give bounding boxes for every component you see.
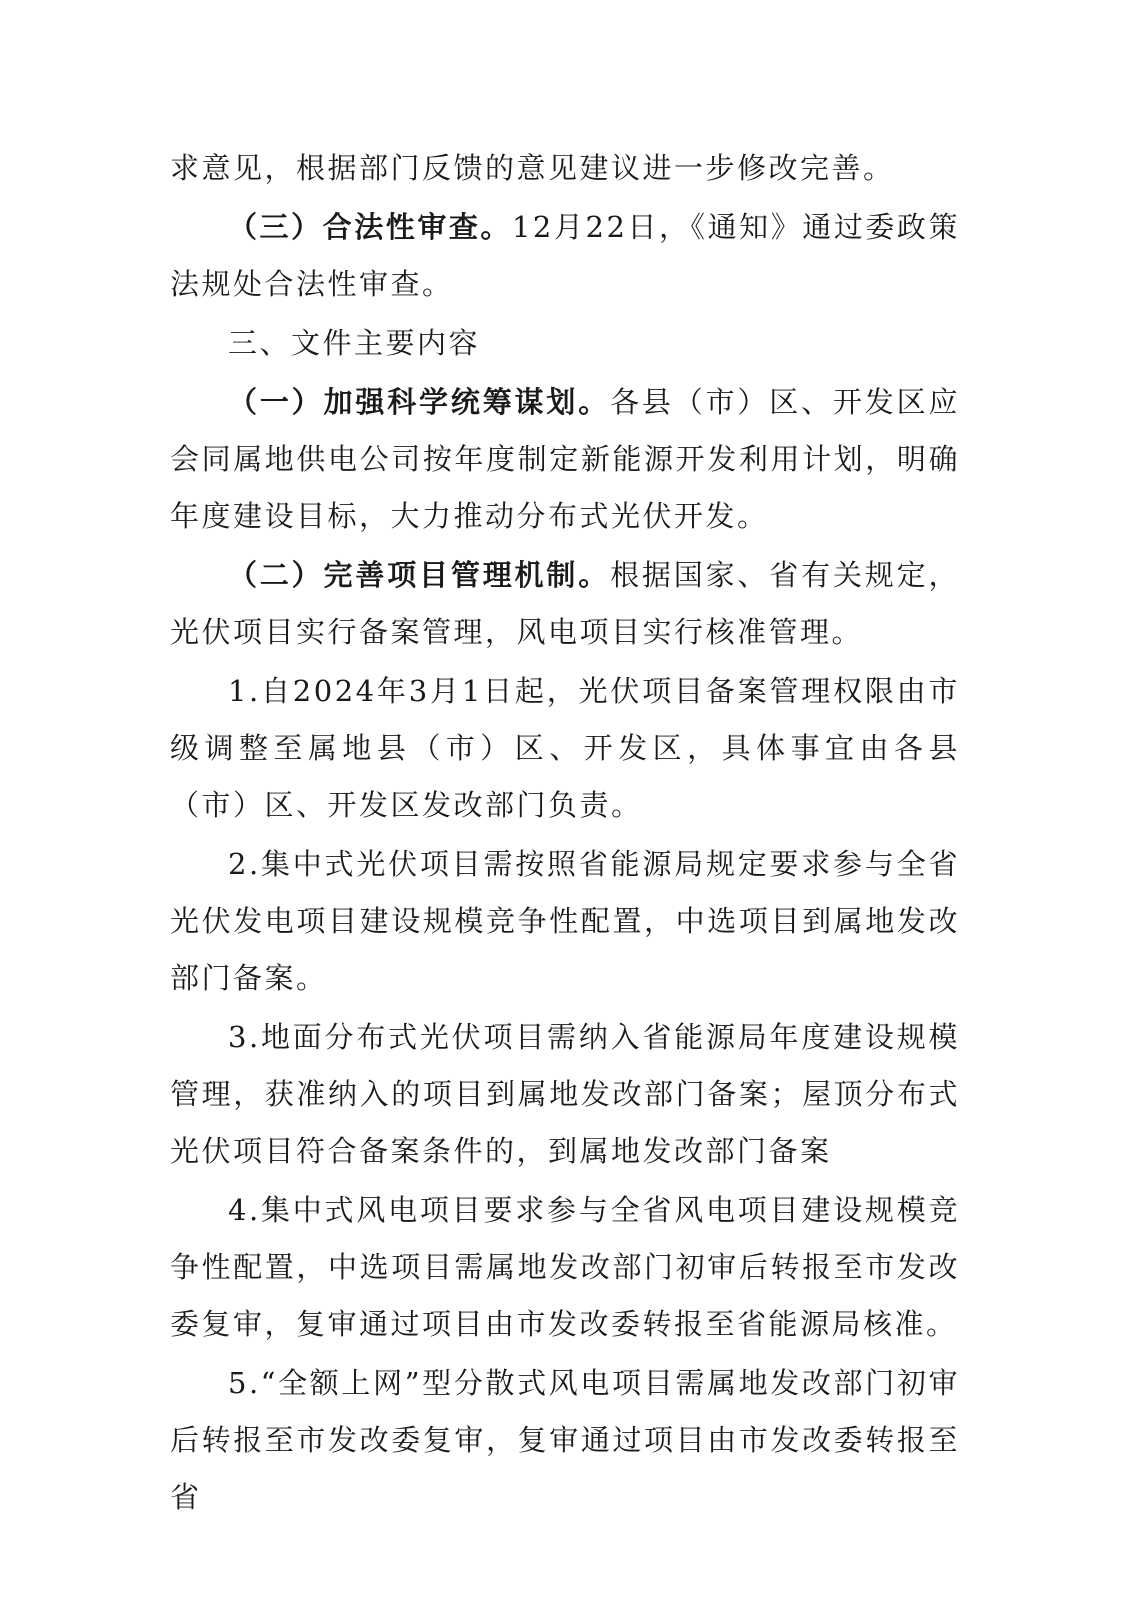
document-page: [170, 140, 960, 1528]
section-heading: [170, 315, 960, 372]
paragraph-planning: [170, 374, 960, 545]
list-item-4: [170, 1182, 960, 1353]
paragraph-management: [170, 547, 960, 661]
list-item-1: [170, 663, 960, 834]
paragraph-lead: （一）加强科学统筹谋划。: [228, 385, 611, 419]
paragraph-continuation: [170, 140, 960, 197]
paragraph-lead: （三）合法性审查。: [228, 210, 512, 244]
list-item-5: [170, 1355, 960, 1526]
list-item-text: 2.集中式光伏项目需按照省能源局规定要求参与全省光伏发电项目建设规模竞争性配置，中选项目到属地发改部门备案。: [170, 847, 960, 995]
paragraph-lead: （二）完善项目管理机制。: [228, 558, 611, 592]
section-heading-text: 三、文件主要内容: [228, 326, 481, 360]
paragraph-text: 12月22日，《通知》通过委政策法规处合法性审查。: [170, 210, 960, 301]
paragraph-legality-review: [170, 199, 960, 313]
list-item-3: [170, 1009, 960, 1180]
paragraph-text: 求意见，根据部门反馈的意见建议进一步修改完善。: [170, 151, 895, 185]
list-item-2: [170, 836, 960, 1007]
list-item-text: 4.集中式风电项目要求参与全省风电项目建设规模竞争性配置，中选项目需属地发改部门初审后转报至市发改委复审，复审通过项目由市发改委转报至省能源局核准。: [170, 1193, 960, 1341]
paragraph-text: 各县（市）区、开发区应会同属地供电公司按年度制定新能源开发利用计划，明确年度建设目标，大力推动分布式光伏开发。: [170, 385, 960, 533]
list-item-text: 5.“全额上网”型分散式风电项目需属地发改部门初审后转报至市发改委复审，复审通过项目由市发改委转报至省: [170, 1366, 960, 1514]
list-item-text: 3.地面分布式光伏项目需纳入省能源局年度建设规模管理，获准纳入的项目到属地发改部门备案；屋顶分布式光伏项目符合备案条件的，到属地发改部门备案: [170, 1020, 960, 1168]
paragraph-text: 根据国家、省有关规定，光伏项目实行备案管理，风电项目实行核准管理。: [170, 558, 960, 649]
list-item-text: 1.自2024年3月1日起，光伏项目备案管理权限由市级调整至属地县（市）区、开发区，具体事宜由各县（市）区、开发区发改部门负责。: [170, 674, 960, 822]
